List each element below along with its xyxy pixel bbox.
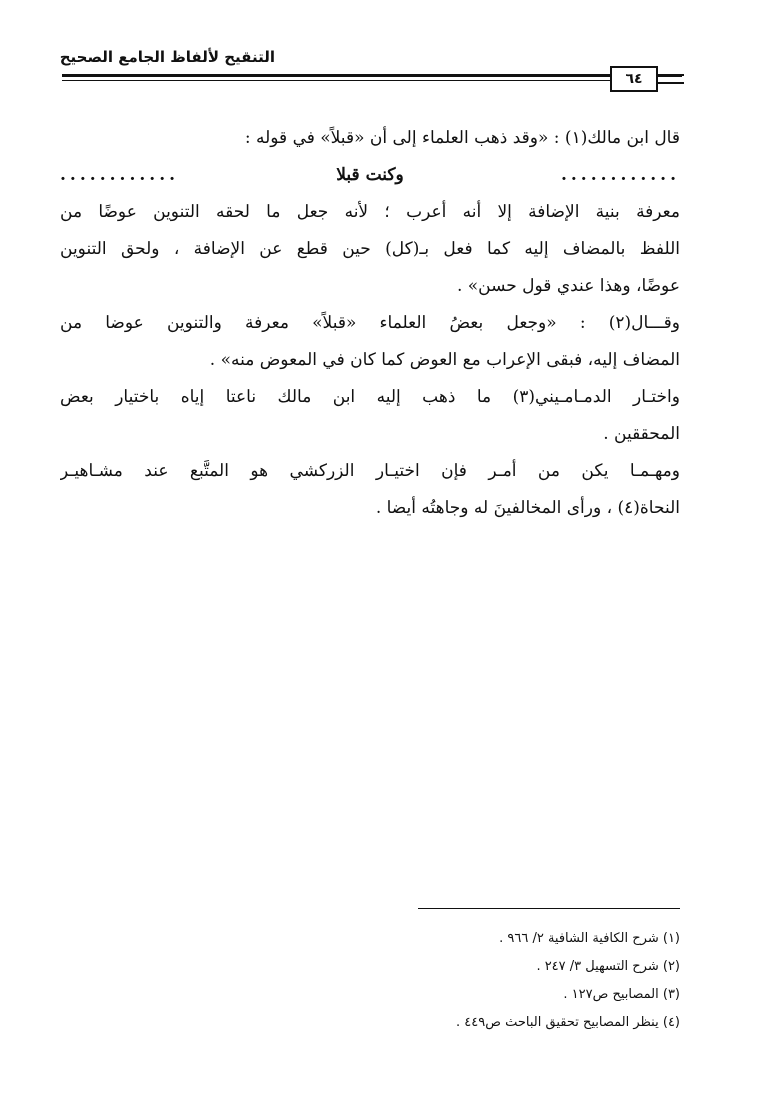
footnote-item: (٤) ينظر المصابيح تحقيق الباحث ص٤٤٩ . [456, 1015, 680, 1030]
header-rule-right-top [656, 74, 684, 76]
footnotes [280, 925, 680, 1037]
text-line: قال ابن مالك(١) : «وقد ذهب العلماء إلى أن «قبلاً» في قوله : [244, 128, 680, 148]
text-line: معرفة بنية الإضافة إلا أنه أعرب ؛ لأنه جعل ما لحقه التنوين عوضًا من [60, 202, 680, 222]
header-rule-thin [62, 80, 610, 81]
header-rule-right-bottom [656, 82, 684, 84]
footnote-item: (١) شرح الكافية الشافية ٢/ ٩٦٦ . [499, 931, 680, 946]
running-header-title: التنقيح لألفاظ الجامع الصحيح [59, 48, 275, 66]
text-line: المضاف إليه، فبقى الإعراب مع العوض كما كان في المعوض منه» . [209, 350, 680, 370]
text-line: عوضًا، وهذا عندي قول حسن» . [456, 276, 680, 296]
text-line: المحققين . [603, 424, 680, 444]
page-number: ٦٤ [610, 66, 658, 92]
text-line: النحاة(٤) ، ورأى المخالفينَ له وجاهتُه أيضا . [375, 498, 680, 518]
footnote-item: (٣) المصابيح ص١٢٧ . [563, 987, 680, 1002]
text-line: وقـــال(٢) : «وجعل بعضُ العلماء «قبلاً» معرفة والتنوين عوضا من [60, 313, 680, 333]
verse-line [60, 157, 680, 194]
verse-dots-right: ............ [560, 165, 680, 185]
footnote-item: (٢) شرح التسهيل ٣/ ٢٤٧ . [536, 959, 680, 974]
footnote-separator [418, 908, 680, 909]
verse-dots-left: ............ [60, 165, 180, 185]
verse-text: وكنت قبلا [336, 165, 404, 185]
text-line: ومهـمـا يكن من أمـر فإن اختيـار الزركشي هو المتَّبع عند مشـاهيـر [60, 461, 680, 481]
main-text [60, 120, 680, 527]
text-line: اللفظ بالمضاف إليه كما فعل بـ(كل) حين قطع عن الإضافة ، ولحق التنوين [60, 239, 680, 259]
text-line: واختـار الدمـامـيني(٣) ما ذهب إليه ابن مالك ناعتا إياه باختيار بعض [60, 387, 680, 407]
header-rule-thick [62, 74, 682, 77]
